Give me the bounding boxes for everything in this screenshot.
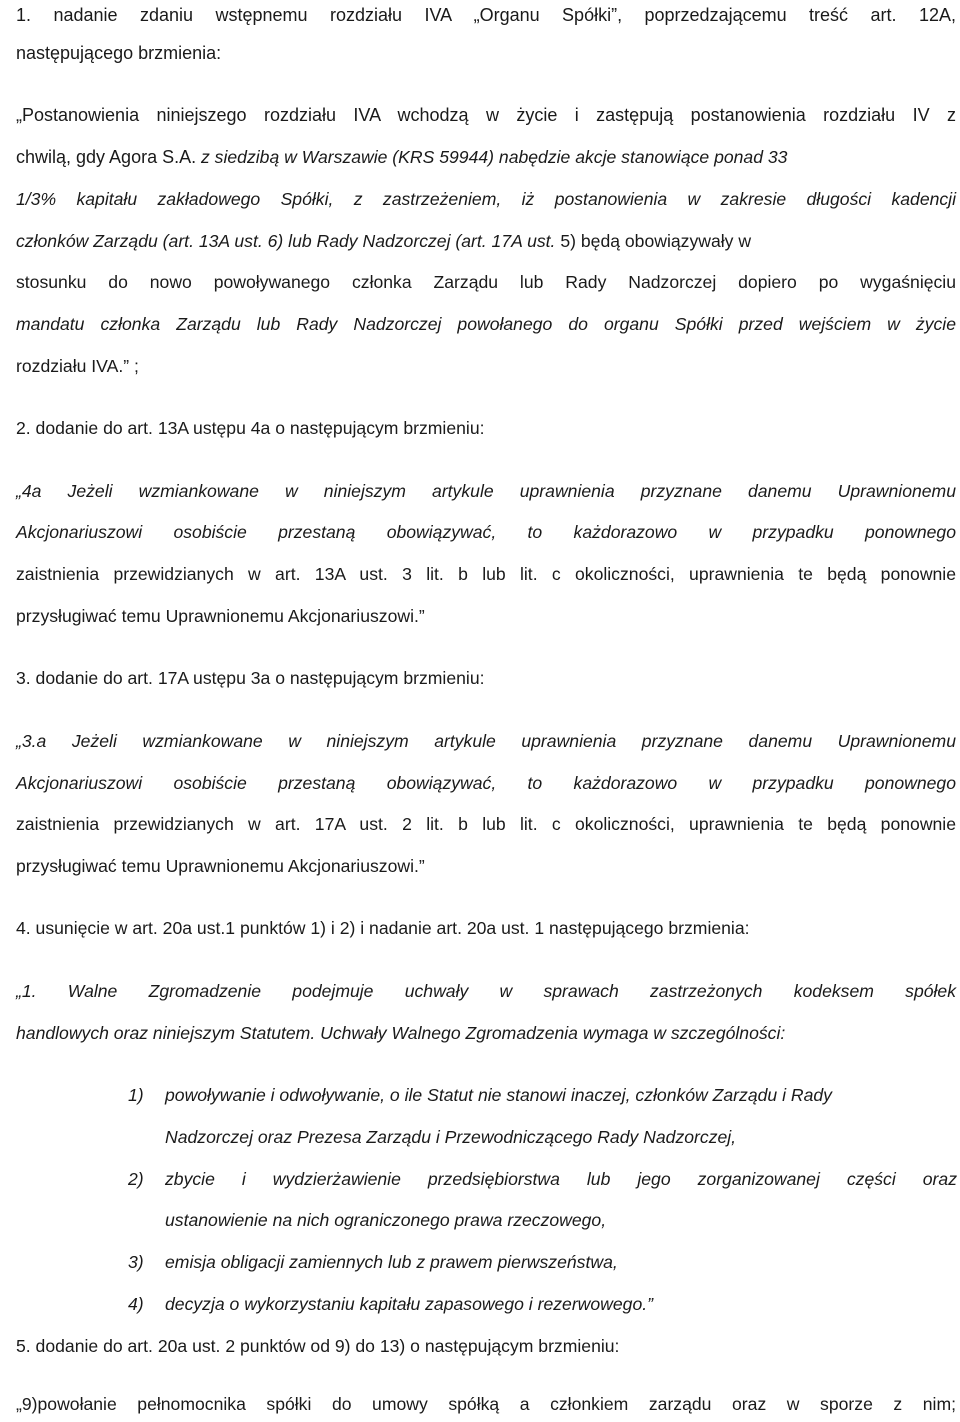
quote-5-line-1: „9)powołanie pełnomocnika spółki do umowy spółką a członkiem zarządu oraz w sporze z nim; <box>16 1394 956 1414</box>
quote-3-line-3: zaistnienia przewidzianych w art. 17A ust. 2 lit. b lub lit. c okoliczności, uprawnienia te będą ponownie <box>16 814 956 834</box>
quote-1-line-6: mandatu członka Zarządu lub Rady Nadzorczej powołanego do organu Spółki przed wejściem w życie <box>16 314 956 334</box>
quote-1-line-2-italic: z siedzibą w Warszawie (KRS 59944) nabędzie akcje stanowiące ponad 33 <box>196 147 788 167</box>
list-item-1-line-1: powoływanie i odwoływanie, o ile Statut nie stanowi inaczej, członków Zarządu i Rady <box>165 1085 832 1105</box>
amendment-5-heading: 5. dodanie do art. 20a ust. 2 punktów od 9) do 13) o następującym brzmieniu: <box>16 1336 620 1356</box>
amendment-1-line-1: 1. nadanie zdaniu wstępnemu rozdziału IVA „Organu Spółki”, poprzedzającemu treść art. 12A, <box>16 5 956 25</box>
quote-1-line-7: rozdziału IVA.” ; <box>16 356 139 376</box>
quote-1-line-5: stosunku do nowo powoływanego członka Zarządu lub Rady Nadzorczej dopiero po wygaśnięciu <box>16 272 956 292</box>
list-item-3-line-1: emisja obligacji zamiennych lub z prawem pierwszeństwa, <box>165 1252 618 1272</box>
quote-4-line-2: handlowych oraz niniejszym Statutem. Uchwały Walnego Zgromadzenia wymaga w szczególności: <box>16 1023 786 1043</box>
quote-1-line-2 <box>16 146 787 168</box>
quote-3-line-1: „3.a Jeżeli wzmiankowane w niniejszym artykule uprawnienia przyznane danemu Uprawnionemu <box>16 731 956 751</box>
quote-1-line-3: 1/3% kapitału zakładowego Spółki, z zastrzeżeniem, iż postanowienia w zakresie długości kadencji <box>16 189 956 209</box>
list-item-2-line-1: zbycie i wydzierżawienie przedsiębiorstwa lub jego zorganizowanej części oraz <box>165 1169 957 1189</box>
amendment-4-heading: 4. usunięcie w art. 20a ust.1 punktów 1) i 2) i nadanie art. 20a ust. 1 następującego brzmienia: <box>16 918 750 938</box>
quote-3-line-2: Akcjonariuszowi osobiście przestaną obowiązywać, to każdorazowo w przypadku ponownego <box>16 773 956 793</box>
quote-1-line-4 <box>16 230 751 252</box>
list-item-3-number: 3) <box>128 1252 144 1272</box>
list-item-1-line-2: Nadzorczej oraz Prezesa Zarządu i Przewodniczącego Rady Nadzorczej, <box>165 1127 737 1147</box>
amendment-2-heading: 2. dodanie do art. 13A ustępu 4a o następującym brzmieniu: <box>16 418 485 438</box>
list-item-4-line-1: decyzja o wykorzystaniu kapitału zapasowego i rezerwowego.” <box>165 1294 653 1314</box>
list-item-1-number: 1) <box>128 1085 144 1105</box>
quote-1-line-4-italic: członków Zarządu (art. 13A ust. 6) lub Rady Nadzorczej (art. 17A ust. <box>16 231 556 251</box>
list-item-2-line-2: ustanowienie na nich ograniczonego prawa rzeczowego, <box>165 1210 607 1230</box>
quote-1-line-1: „Postanowienia niniejszego rozdziału IVA wchodzą w życie i zastępują postanowienia rozdziału IV z <box>16 105 956 125</box>
quote-1-line-2-plain: chwilą, gdy Agora S.A. <box>16 147 197 167</box>
list-item-4-number: 4) <box>128 1294 144 1314</box>
quote-2-line-1: „4a Jeżeli wzmiankowane w niniejszym artykule uprawnienia przyznane danemu Uprawnionemu <box>16 481 956 501</box>
quote-4-line-1: „1. Walne Zgromadzenie podejmuje uchwały w sprawach zastrzeżonych kodeksem spółek <box>16 981 956 1001</box>
quote-2-line-3: zaistnienia przewidzianych w art. 13A ust. 3 lit. b lub lit. c okoliczności, uprawnienia te będą ponownie <box>16 564 956 584</box>
amendment-3-heading: 3. dodanie do art. 17A ustępu 3a o następującym brzmieniu: <box>16 668 485 688</box>
list-item-2-number: 2) <box>128 1169 144 1189</box>
quote-2-line-2: Akcjonariuszowi osobiście przestaną obowiązywać, to każdorazowo w przypadku ponownego <box>16 522 956 542</box>
quote-2-line-4: przysługiwać temu Uprawnionemu Akcjonariuszowi.” <box>16 606 425 626</box>
quote-1-line-4-plain: 5) będą obowiązywały w <box>555 231 752 251</box>
quote-3-line-4: przysługiwać temu Uprawnionemu Akcjonariuszowi.” <box>16 856 425 876</box>
amendment-1-line-2: następującego brzmienia: <box>16 43 222 63</box>
